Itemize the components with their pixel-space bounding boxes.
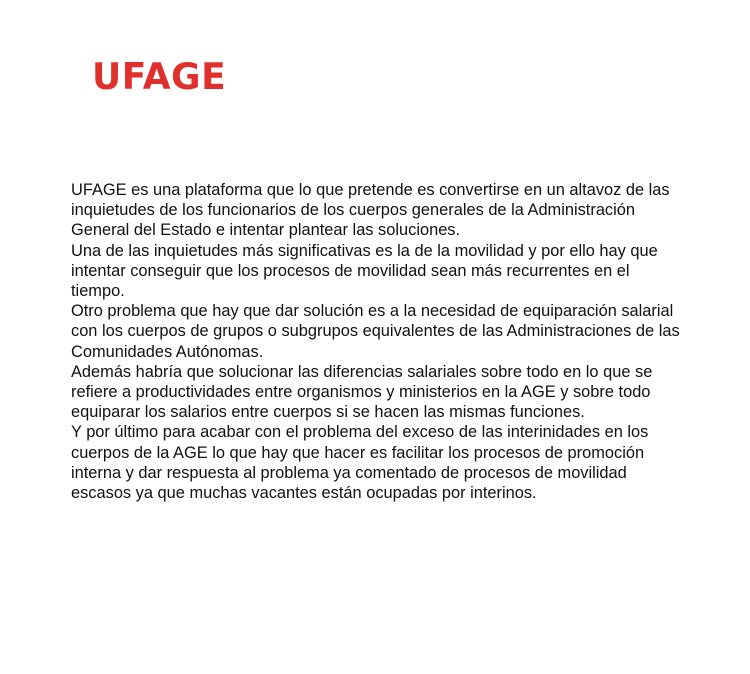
paragraph-diferencias-salariales: Además habría que solucionar las diferencias salariales sobre todo en lo que se refiere a productividades entre organismos y ministerios en la AGE y sobre todo equiparar los salarios entre cuerpos si se hacen las mismas funciones. (71, 362, 653, 422)
paragraph-interinidades: Y por último para acabar con el problema del exceso de las interinidades en los cuerpos de la AGE lo que hay que hacer es facilitar los procesos de promoción interna y dar respuesta al problema ya comentado de procesos de movilidad escasos ya que muchas vacantes están ocupadas por interinos. (71, 423, 649, 503)
paragraph-movilidad: Una de las inquietudes más significativas es la de la movilidad y por ello hay que intentar conseguir que los procesos de movilidad sean más recurrentes en el tiempo. (71, 241, 658, 301)
main-text (71, 180, 683, 503)
paragraph-equiparacion: Otro problema que hay que dar solución es a la necesidad de equiparación salarial con los cuerpos de grupos o subgrupos equivalentes de las Administraciones de las Comunidades Autónomas. (71, 302, 680, 361)
logo-ufage: UFAGE (92, 56, 227, 99)
paragraph-intro: UFAGE es una plataforma que lo que pretende es convertirse en un altavoz de las inquietudes de los funcionarios de los cuerpos generales de la Administración General del Estado e intentar plantear las soluciones. (71, 181, 670, 240)
